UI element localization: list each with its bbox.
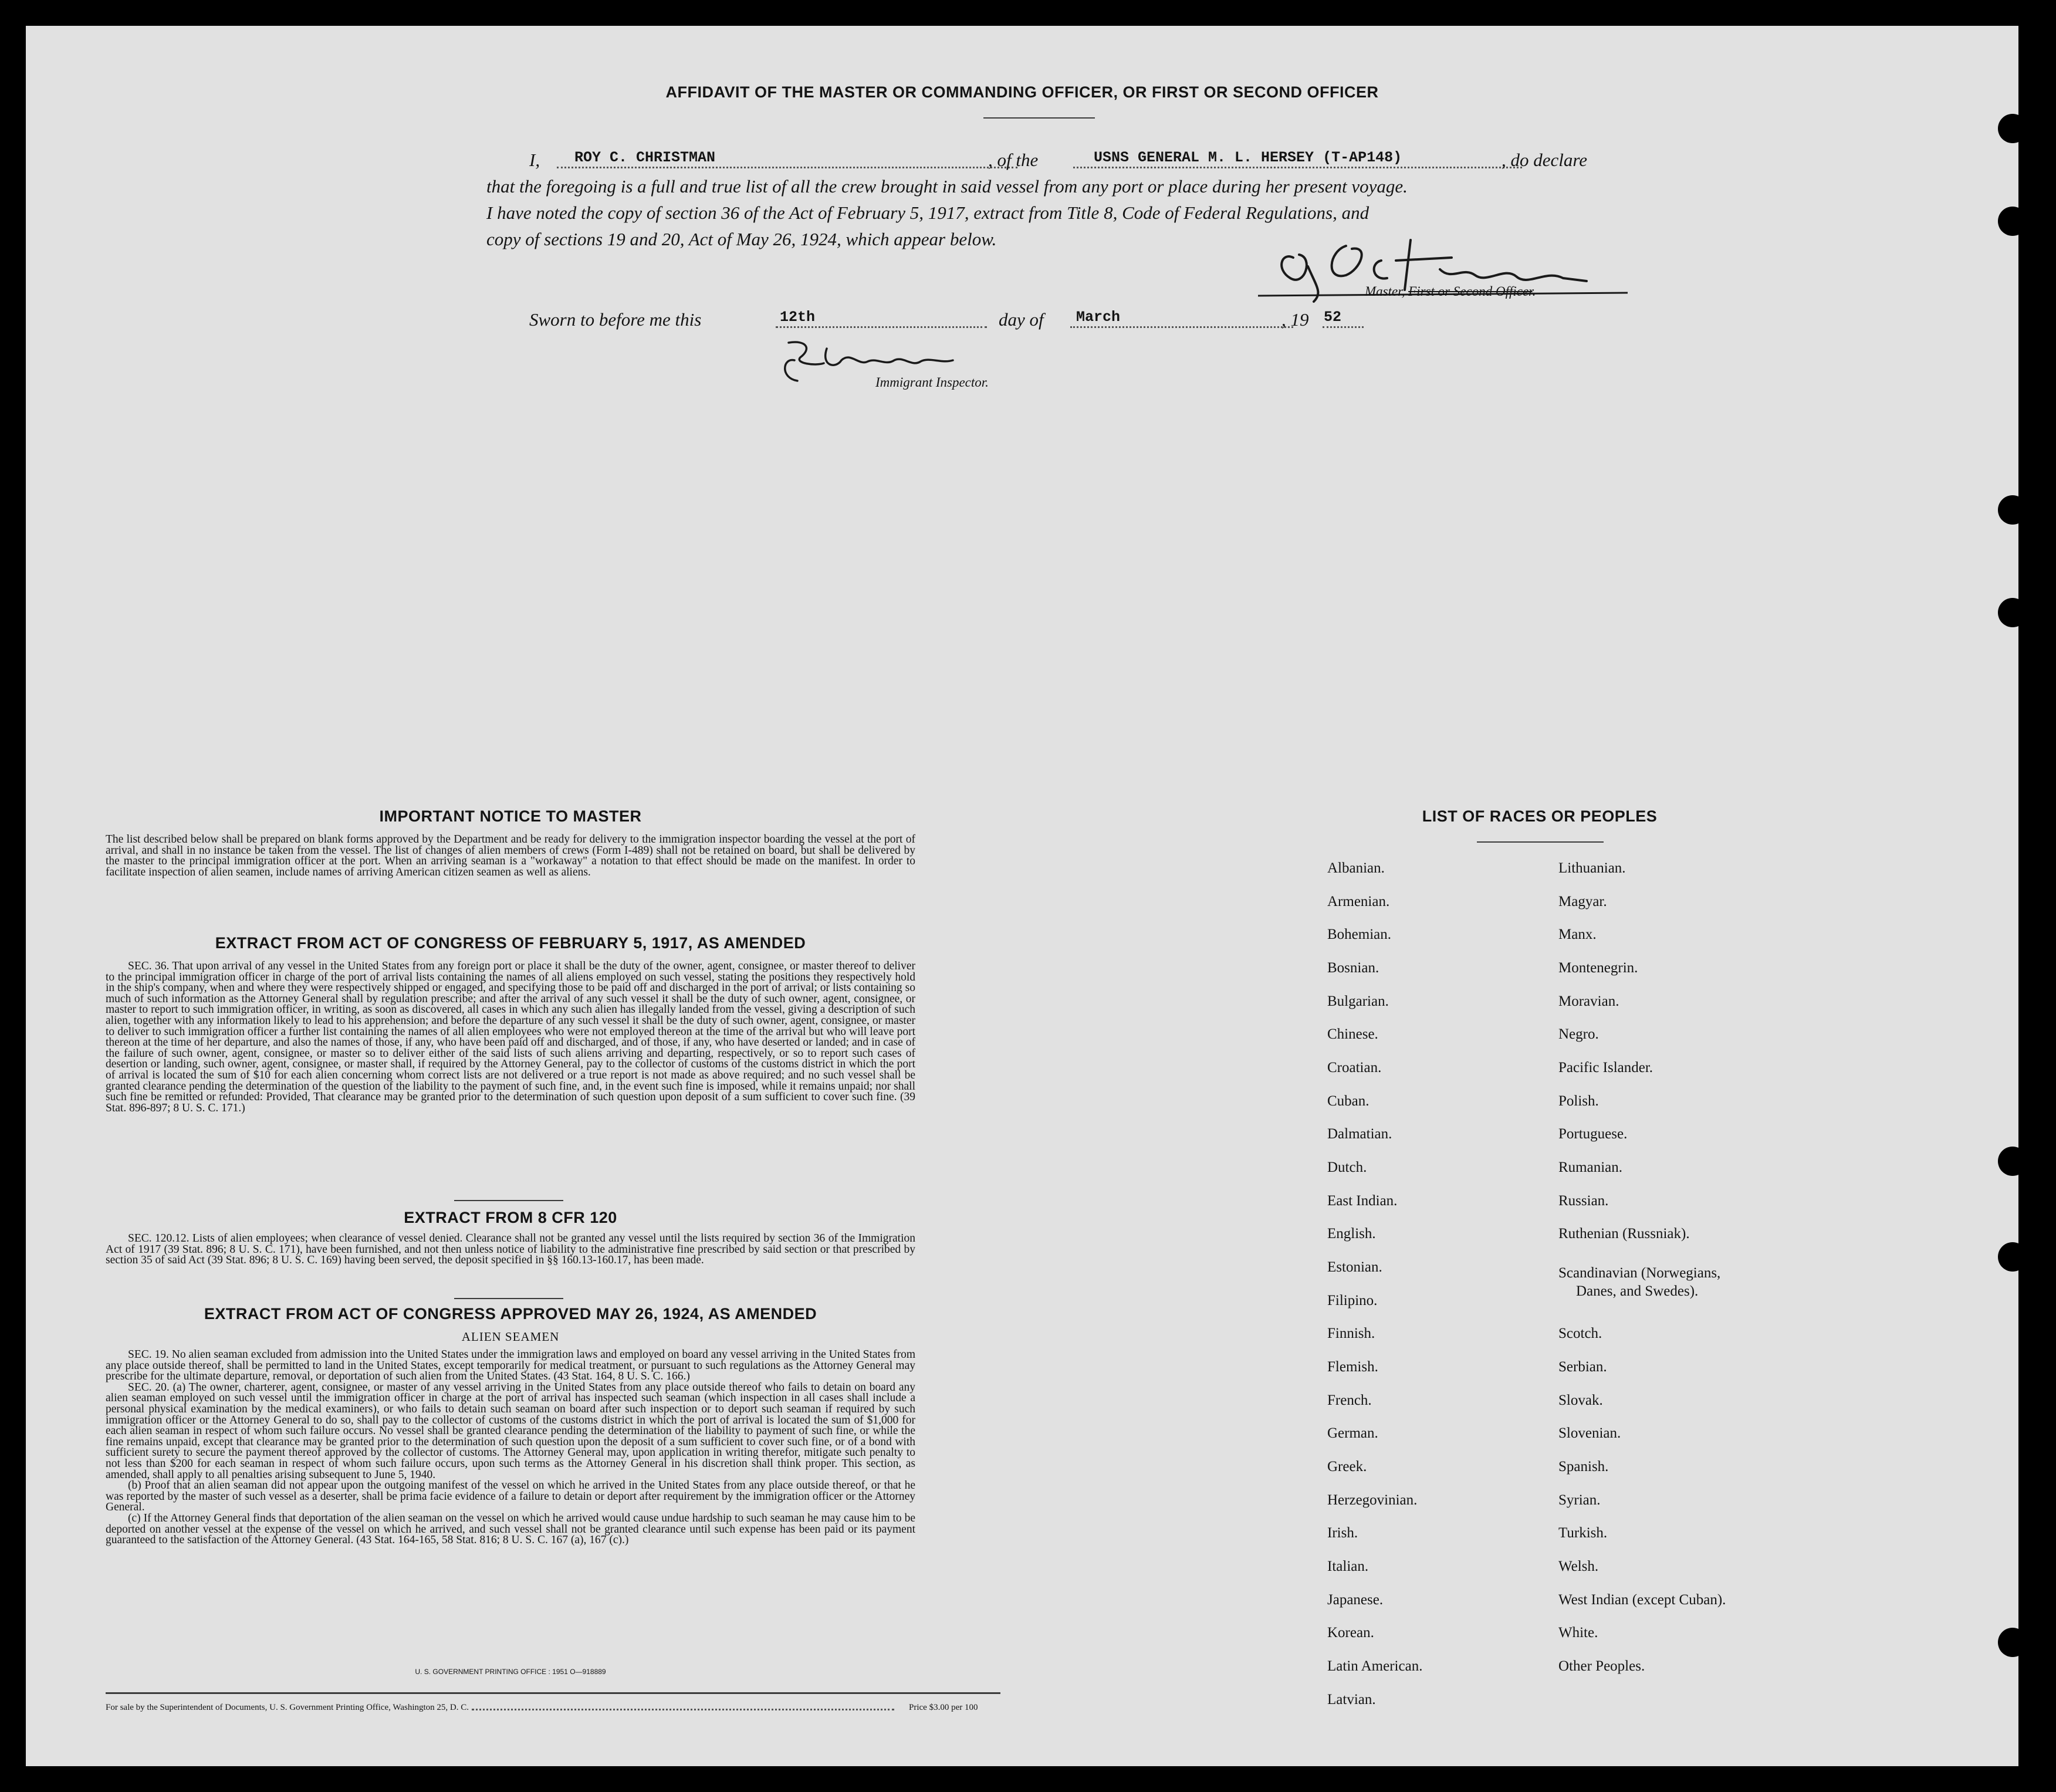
declaration-i: I, bbox=[529, 150, 540, 170]
race-right-24: Other Peoples. bbox=[1558, 1658, 1645, 1674]
binder-hole bbox=[1998, 598, 2027, 627]
race-right-17: Slovenian. bbox=[1558, 1425, 1621, 1441]
race-left-26: Latvian. bbox=[1327, 1692, 1376, 1708]
footer-rule bbox=[106, 1692, 1000, 1694]
affidavit-title: AFFIDAVIT OF THE MASTER OR COMMANDING OFFICER, OR FIRST OR SECOND OFFICER bbox=[665, 83, 1379, 101]
race-right-19: Syrian. bbox=[1558, 1492, 1601, 1508]
struck-officer-text: First or Second Officer bbox=[1408, 284, 1533, 299]
declaration-do-declare: , do declare bbox=[1502, 150, 1588, 170]
race-right-12: Ruthenian (Russniak). bbox=[1558, 1226, 1690, 1242]
declaration-of-the: , of the bbox=[988, 150, 1039, 170]
sworn-prefix: Sworn to before me this bbox=[529, 309, 702, 330]
notice-title: IMPORTANT NOTICE TO MASTER bbox=[379, 807, 642, 825]
sworn-month-line bbox=[1070, 326, 1293, 328]
binder-hole bbox=[1998, 1147, 2027, 1176]
extract-1917-title: EXTRACT FROM ACT OF CONGRESS OF FEBRUARY 5, 1917, AS AMENDED bbox=[215, 934, 806, 952]
race-left-7: Croatian. bbox=[1327, 1060, 1382, 1076]
race-right-13-cont: Danes, and Swedes). bbox=[1576, 1283, 1699, 1299]
footer-leader-dots bbox=[472, 1709, 894, 1710]
race-left-18: German. bbox=[1327, 1425, 1378, 1441]
extract-cfr-title: EXTRACT FROM 8 CFR 120 bbox=[404, 1209, 617, 1226]
race-right-1: Lithuanian. bbox=[1558, 860, 1626, 876]
race-right-13: Scandinavian (Norwegians, bbox=[1558, 1265, 1721, 1281]
extract-cfr-body: SEC. 120.12. Lists of alien employees; when clearance of vessel denied. Clearance shall not be granted any vessel until the lists required by section 36 of the Immigration Act of 1917 (39 Stat. 896; 8 U. S. C. 171), have been furnished, and not then unless notice of liability to the administrative fine prescribed by said section or that prescribed by section 35 of said Act (39 Stat. 896; 8 U. S. C. 169) having been served, the deposit specified in §§ 160.13-160.17, has been made. bbox=[106, 1232, 915, 1267]
section-20b: (b) Proof that an alien seaman did not appear upon the outgoing manifest of the vessel on which he arrived in the United States from any place outside thereof, or that he was reported by the master of such vessel as a deserter, shall be prima facie evidence of a failure to detain or deport after requirement by the immigration officer or the Attorney General. bbox=[106, 1479, 915, 1514]
race-left-19: Greek. bbox=[1327, 1459, 1367, 1475]
race-left-25: Latin American. bbox=[1327, 1658, 1423, 1674]
race-left-13: Estonian. bbox=[1327, 1259, 1382, 1275]
section-20c: (c) If the Attorney General finds that deportation of the alien seaman on the vessel on which he arrived would cause undue hardship to such seaman he may cause him to be deported on another vessel at the expense of the vessel on which he arrived, and such vessel shall not be granted clearance until such expense has been paid or its payment guaranteed to the satisfaction of the Attorney General. (43 Stat. 164-165, 58 Stat. 816; 8 U. S. C. 167 (a), 167 (c).) bbox=[106, 1512, 915, 1547]
race-right-2: Magyar. bbox=[1558, 894, 1607, 909]
sworn-day: 12th bbox=[780, 309, 816, 326]
binder-hole bbox=[1998, 495, 2027, 525]
race-left-20: Herzegovinian. bbox=[1327, 1492, 1418, 1508]
vessel-name: USNS GENERAL M. L. HERSEY (T-AP148) bbox=[1094, 149, 1402, 166]
sworn-year: 52 bbox=[1324, 309, 1342, 326]
declaration-line-2: that the foregoing is a full and true list of all the crew brought in said vessel from any port or place during her present voyage. bbox=[486, 176, 1408, 197]
for-sale-note: For sale by the Superintendent of Documents, U. S. Government Printing Office, Washington 25, D. C. bbox=[106, 1703, 469, 1712]
binder-hole bbox=[1998, 114, 2027, 143]
race-left-9: Dalmatian. bbox=[1327, 1126, 1392, 1142]
day-of-text: day of bbox=[999, 309, 1044, 330]
race-right-16: Slovak. bbox=[1558, 1392, 1603, 1408]
race-left-12: English. bbox=[1327, 1226, 1376, 1242]
form-sheet bbox=[26, 26, 2018, 1766]
race-left-5: Bulgarian. bbox=[1327, 993, 1389, 1009]
vessel-line bbox=[1073, 167, 1522, 168]
signature-caption: Master, First or Second Officer. bbox=[1365, 284, 1536, 299]
race-right-9: Portuguese. bbox=[1558, 1126, 1628, 1142]
race-left-2: Armenian. bbox=[1327, 894, 1390, 909]
race-right-8: Polish. bbox=[1558, 1093, 1599, 1109]
title-divider bbox=[983, 117, 1095, 119]
races-divider bbox=[1477, 841, 1604, 843]
binder-hole bbox=[1998, 1242, 2027, 1272]
race-right-15: Serbian. bbox=[1558, 1359, 1607, 1375]
extract-1917-body: SEC. 36. That upon arrival of any vessel in the United States from any foreign port or place it shall be the duty of the owner, agent, consignee, or master thereof to deliver to the principal immigration officer in charge of the port of arrival lists containing the names of all aliens employed on such vessel, stating the positions they respectively hold in the ship's company, when and where they were respectively shipped or engaged, and specifying those to be paid off and discharged in the port of arrival; or lists containing so much of such information as the Attorney General shall by regulation prescribe; and after the arrival of any such vessel it shall be the duty of such owner, agent, consignee, or master to report to such immigration officer, in writing, as soon as discovered, all cases in which any such alien has illegally landed from the vessel, giving a description of such alien, together with any information likely to lead to his apprehension; and before the departure of any such vessel it shall be the duty of such owner, agent, consignee, or master to deliver to such immigration officer a further list containing the names of all alien employees who were not employed thereon at the time of the arrival but who will leave port thereon at the time of her departure, and also the names of those, if any, who have been paid off and discharged, and of those, if any, who have deserted or landed; and in case of the failure of such owner, agent, consignee, or master so to deliver either of the said lists of such aliens arriving and departing, respectively, or so to report such cases of desertion or landing, such owner, agent, consignee, or master shall, if required by the Attorney General, pay to the collector of customs of the customs district in which the port of arrival is located the sum of $10 for each alien concerning whom correct lists are not delivered or a true report is not made as above required; and no such vessel shall be granted clearance pending the determination of the question of the liability to the payment of such fine, and, in the event such fine is imposed, while it remains unpaid; nor shall such fine be remitted or refunded: Provided, That clearance may be granted prior to the determination of such question upon deposit of a sum sufficient to cover such fine. (39 Stat. 896-897; 8 U. S. C. 171.) bbox=[106, 960, 915, 1114]
extract-1924-body bbox=[106, 1350, 915, 1546]
section-20a: SEC. 20. (a) The owner, charterer, agent, consignee, or master of any vessel arriving in the United States from any place outside thereof who fails to detain on board any alien seaman employed on such vessel until the immigration officer in charge at the port of arrival has inspected such seaman (which inspection in all cases shall include a personal physical examination by the medical examiners), or who fails to detain such seaman on board after such inspection or to deport such seaman if required by such immigration officer or the Attorney General to do so, shall pay to the collector of customs of the customs district in which the port of arrival is located the sum of $1,000 for each alien seaman in respect of whom such failure occurs. No vessel shall be granted clearance pending the determination of the liability to payment of such fine, or while the fine remains unpaid, except that clearance may be granted prior to the determination of such question upon the deposit of a sum sufficient to cover such fine, or of a bond with sufficient surety to secure the payment thereof approved by the collector of customs. The Attorney General may, upon application in writing therefor, mitigate such penalty to not less than $200 for each seaman in respect of whom such failure occurs, upon such terms as the Attorney General in his discretion shall think proper. This section, as amended, shall apply to all penalties arising subsequent to June 5, 1940. bbox=[106, 1381, 915, 1481]
race-right-21: Welsh. bbox=[1558, 1558, 1599, 1574]
master-name: ROY C. CHRISTMAN bbox=[574, 149, 716, 166]
divider-2 bbox=[454, 1298, 563, 1299]
race-left-6: Chinese. bbox=[1327, 1026, 1378, 1042]
alien-seamen-subtitle: ALIEN SEAMEN bbox=[461, 1330, 560, 1344]
race-right-10: Rumanian. bbox=[1558, 1159, 1623, 1175]
divider-1 bbox=[454, 1200, 563, 1201]
race-right-20: Turkish. bbox=[1558, 1525, 1608, 1541]
race-right-3: Manx. bbox=[1558, 927, 1597, 942]
race-left-23: Japanese. bbox=[1327, 1592, 1384, 1608]
race-left-16: Flemish. bbox=[1327, 1359, 1378, 1375]
sworn-month: March bbox=[1076, 309, 1121, 326]
inspector-caption: Immigrant Inspector. bbox=[875, 375, 989, 390]
race-left-3: Bohemian. bbox=[1327, 927, 1392, 942]
race-right-22: West Indian (except Cuban). bbox=[1558, 1592, 1726, 1608]
race-left-8: Cuban. bbox=[1327, 1093, 1369, 1109]
race-right-14: Scotch. bbox=[1558, 1326, 1602, 1341]
section-19: SEC. 19. No alien seaman excluded from admission into the United States under the immigration laws and employed on board any vessel arriving in the United States from any place outside thereof, shall be permitted to land in the United States, except temporarily for medical treatment, or pursuant to such regulations as the Attorney General may prescribe for the ultimate departure, removal, or deportation of such alien from the United States. (43 Stat. 164, 8 U. S. C. 166.) bbox=[106, 1348, 915, 1383]
price-note: Price $3.00 per 100 bbox=[909, 1703, 978, 1712]
race-left-11: East Indian. bbox=[1327, 1193, 1398, 1209]
race-right-5: Moravian. bbox=[1558, 993, 1619, 1009]
printing-office-note: U. S. GOVERNMENT PRINTING OFFICE : 1951 O—918889 bbox=[415, 1668, 606, 1676]
race-left-22: Italian. bbox=[1327, 1558, 1369, 1574]
race-right-18: Spanish. bbox=[1558, 1459, 1609, 1475]
race-right-4: Montenegrin. bbox=[1558, 960, 1638, 976]
race-left-4: Bosnian. bbox=[1327, 960, 1379, 976]
declaration-line-3: I have noted the copy of section 36 of the Act of February 5, 1917, extract from Title 8, Code of Federal Regulations, and bbox=[486, 202, 1369, 223]
race-right-11: Russian. bbox=[1558, 1193, 1609, 1209]
race-left-21: Irish. bbox=[1327, 1525, 1358, 1541]
race-right-23: White. bbox=[1558, 1625, 1598, 1641]
binder-hole bbox=[1998, 1628, 2027, 1657]
race-left-1: Albanian. bbox=[1327, 860, 1385, 876]
race-right-6: Negro. bbox=[1558, 1026, 1599, 1042]
sworn-year-line bbox=[1323, 326, 1364, 328]
race-left-14: Filipino. bbox=[1327, 1293, 1378, 1309]
race-left-17: French. bbox=[1327, 1392, 1372, 1408]
race-right-7: Pacific Islander. bbox=[1558, 1060, 1653, 1076]
notice-body: The list described below shall be prepared on blank forms approved by the Department and be ready for delivery to the immigration inspector boarding the vessel at the port of arrival, and shall in no instance be taken from the vessel. The list of changes of alien members of crews (Form I-489) shall not be retained on board, but shall be delivered by the master to the principal immigration officer at the port. When an arriving seaman is a "workaway" a notation to that effect should be made on the manifest. In order to facilitate inspection of alien seamen, include names of arriving American citizen seamen as well as aliens. bbox=[106, 833, 915, 878]
race-left-10: Dutch. bbox=[1327, 1159, 1367, 1175]
race-left-24: Korean. bbox=[1327, 1625, 1374, 1641]
race-left-15: Finnish. bbox=[1327, 1326, 1375, 1341]
declaration-line-4: copy of sections 19 and 20, Act of May 26, 1924, which appear below. bbox=[486, 229, 997, 249]
name-line bbox=[557, 167, 1017, 168]
binder-hole bbox=[1998, 207, 2027, 236]
races-title: LIST OF RACES OR PEOPLES bbox=[1422, 807, 1658, 825]
extract-1924-title: EXTRACT FROM ACT OF CONGRESS APPROVED MAY 26, 1924, AS AMENDED bbox=[204, 1305, 817, 1323]
year-prefix: , 19 bbox=[1281, 309, 1309, 330]
